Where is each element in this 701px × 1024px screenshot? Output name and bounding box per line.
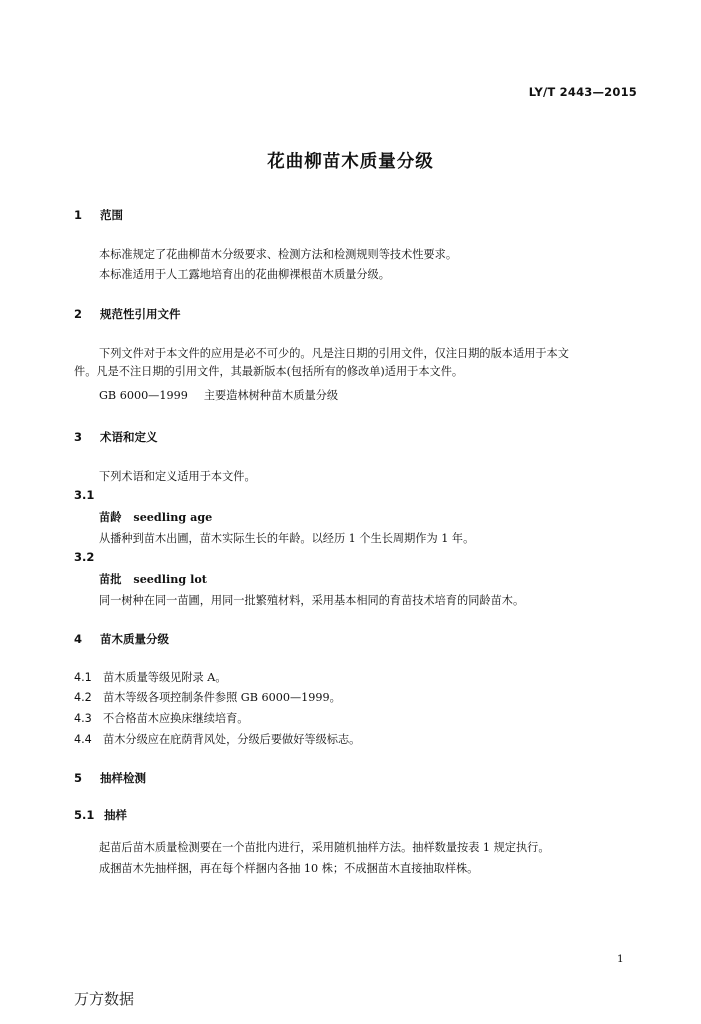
section-number: 3 [74,430,83,444]
clause-text: 不合格苗木应换床继续培育。 [103,712,249,725]
paragraph [74,345,634,381]
term-entry [99,509,212,525]
clause-number: 4.3 [74,712,92,725]
paragraph-line: 下列文件对于本文件的应用是必不可少的。凡是注日期的引用文件，仅注日期的版本适用于本文 [99,347,569,360]
document-title: 花曲柳苗木质量分级 [267,152,434,172]
term-english: seedling age [133,510,213,524]
term-definition: 从播种到苗木出圃，苗木实际生长的年龄。以经历 1 个生长周期作为 1 年。 [99,532,475,545]
paragraph: 本标准适用于人工露地培育出的花曲柳裸根苗木质量分级。 [99,268,390,281]
section-title: 苗木质量分级 [100,632,169,646]
section-4-heading [74,631,169,647]
section-number: 5 [74,771,83,785]
section-2-heading [74,306,181,322]
clause-number: 4.4 [74,733,92,746]
subsection-number: 5.1 [74,808,95,822]
paragraph: 下列术语和定义适用于本文件。 [99,470,256,483]
clause-text: 苗木质量等级见附录 A。 [103,671,227,684]
standard-code: LY/T 2443—2015 [528,85,637,99]
paragraph: 起苗后苗木质量检测要在一个苗批内进行，采用随机抽样方法。抽样数量按表 1 规定执行。 [99,841,550,854]
reference-code: GB 6000—1999 [99,389,188,402]
clause-number: 4.1 [74,671,92,684]
section-title: 抽样检测 [100,771,146,785]
section-3-heading [74,429,158,445]
term-chinese: 苗批 [99,573,122,586]
clause [74,710,248,726]
clause-text: 苗木分级应在庇荫背风处，分级后要做好等级标志。 [103,733,361,746]
paragraph-line: 件。凡是不注日期的引用文件，其最新版本(包括所有的修改单)适用于本文件。 [74,365,464,378]
term-definition: 同一树种在同一苗圃，用同一批繁殖材料，采用基本相同的育苗技术培育的同龄苗木。 [99,594,525,607]
clause-number: 4.2 [74,691,92,704]
term-number: 3.1 [74,488,95,502]
section-number: 4 [74,632,83,646]
section-number: 1 [74,208,83,222]
section-title: 规范性引用文件 [100,307,181,321]
clause [74,731,360,747]
section-1-heading [74,207,123,223]
page-number: 1 [617,953,624,965]
paragraph: 成捆苗木先抽样捆，再在每个样捆内各抽 10 株；不成捆苗木直接抽取样株。 [99,862,479,875]
normative-reference [99,387,338,403]
term-number: 3.2 [74,550,95,564]
section-number: 2 [74,307,83,321]
section-title: 范围 [100,208,123,222]
clause [74,669,227,685]
subsection-5-1-heading [74,807,127,823]
paragraph: 本标准规定了花曲柳苗木分级要求、检测方法和检测规则等技术性要求。 [99,248,458,261]
watermark: 万方数据 [74,990,135,1008]
subsection-title: 抽样 [104,808,127,822]
clause-text: 苗木等级各项控制条件参照 GB 6000—1999。 [103,691,341,704]
term-chinese: 苗龄 [99,511,122,524]
section-title: 术语和定义 [100,430,158,444]
reference-title: 主要造林树种苗木质量分级 [203,389,339,402]
term-entry [99,571,207,587]
clause [74,689,341,705]
section-5-heading [74,770,146,786]
term-english: seedling lot [133,572,207,586]
